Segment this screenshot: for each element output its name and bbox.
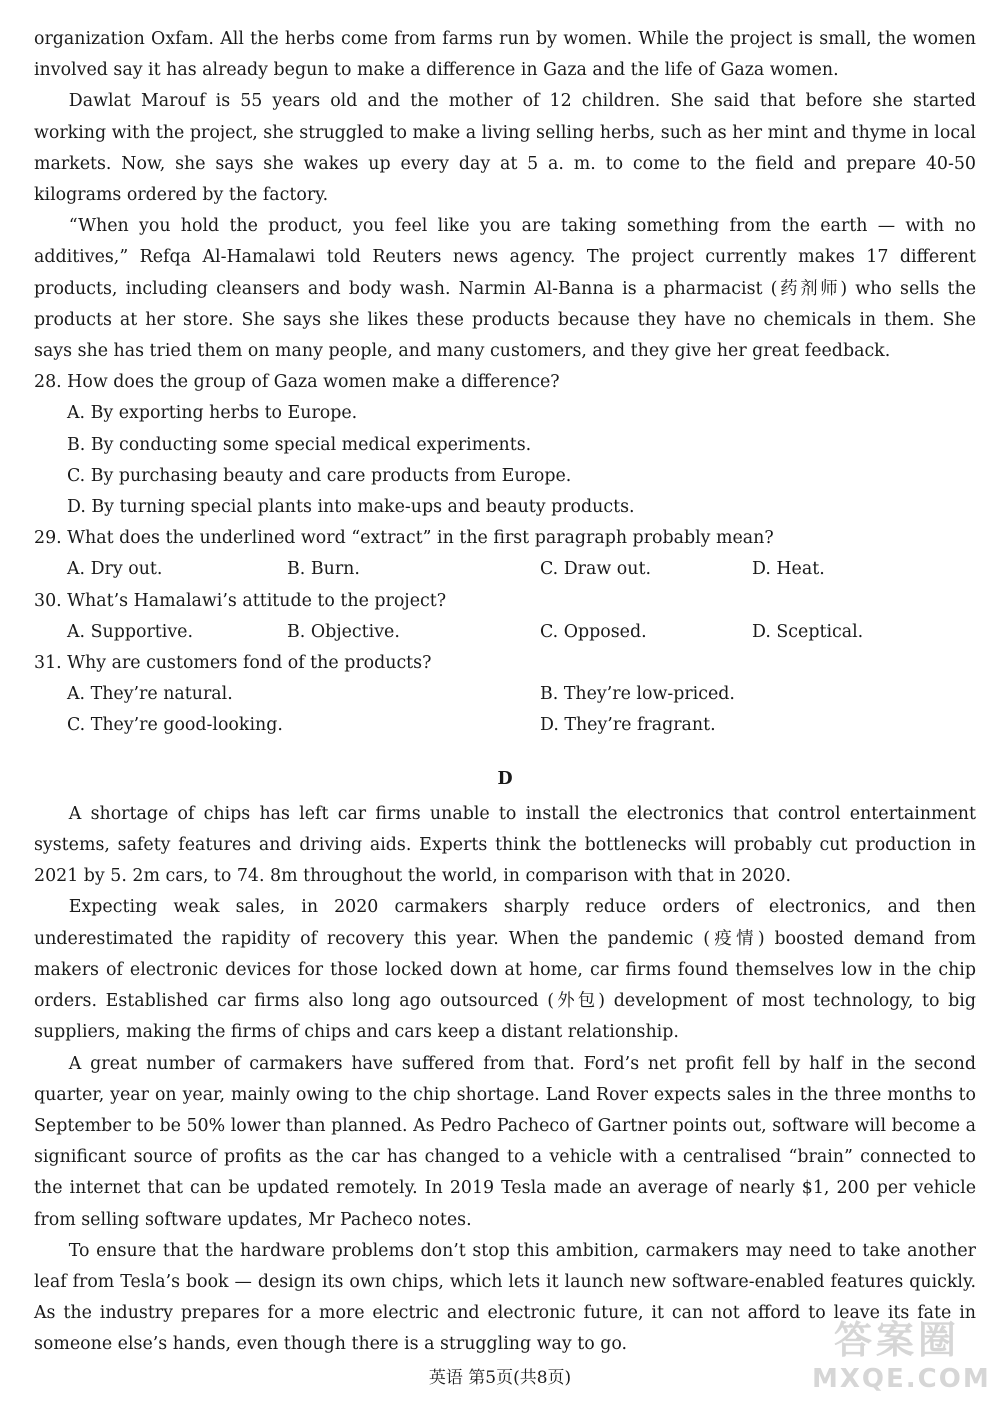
option-c: C. Draw out.: [540, 559, 651, 580]
option-c: C. By purchasing beauty and care products from Europe.: [67, 465, 572, 486]
option-b: B. They’re low-priced.: [540, 684, 735, 705]
option-d: D. Sceptical.: [752, 621, 864, 642]
option-d: D. They’re fragrant.: [540, 715, 716, 736]
option-a: A. They’re natural.: [67, 684, 233, 705]
passage-d-paragraph-2: Expecting weak sales, in 2020 carmakers sharply reduce orders of electronics, and then underestimated the rapidity of recovery this year. When the pandemic (疫情) boosted demand from makers of electronic devices for those locked down at home, car firms found themselves low in the chip orders. Established car firms also long ago outsourced (外包) development of most technology, to big suppliers, making the firms of chips and cars keep a distant relationship.: [34, 897, 976, 1043]
passage-c-paragraph-3: “When you hold the product, you feel like you are taking something from the earth — with no additives,” Refqa Al-Hamalawi told Reuters news agency. The project currently makes 17 different products, including cleansers and body wash. Narmin Al-Banna is a pharmacist (药剂师) who sells the products at her store. She says she likes these products because they have no chemicals in them. She says she has tried them on many people, and many customers, and they give her great feedback.: [34, 216, 976, 362]
option-c: C. They’re good-looking.: [67, 715, 283, 736]
question-stem: 30. What’s Hamalawi’s attitude to the project?: [34, 590, 447, 611]
passage-d-paragraph-4: To ensure that the hardware problems don’t stop this ambition, carmakers may need to take another leaf from Tesla’s book — design its own chips, which lets it launch new software-enabled features quickly. As the industry prepares for a more electric and electronic future, it can not afford to leave its fate in someone else’s hands, even though there is a struggling way to go.: [34, 1240, 976, 1355]
option-list: [34, 617, 976, 648]
question-28: [34, 367, 976, 523]
question-stem: 28. How does the group of Gaza women make a difference?: [34, 372, 560, 393]
option-list: [34, 554, 976, 585]
passage-d: [34, 799, 976, 1361]
watermark-domain: MXQE.COM: [812, 1364, 991, 1394]
page-footer: 英语 第5页(共8页): [428, 1368, 572, 1388]
option-c: C. Opposed.: [540, 621, 647, 642]
option-b: B. Objective.: [287, 621, 400, 642]
passage-d-paragraph-3: A great number of carmakers have suffered from that. Ford’s net profit fell by half in the second quarter, year on year, mainly owing to the chip shortage. Land Rover expects sales in the three months to September to be 50% lower than planned. As Pedro Pacheco of Gartner points out, software will become a significant source of profits as the car has changed to a vehicle with a centralised “brain” connected to the internet that can be updated remotely. In 2019 Tesla made an average of nearly $1, 200 per vehicle from selling software updates, Mr Pacheco notes.: [34, 1053, 976, 1230]
option-a: A. Supportive.: [67, 621, 193, 642]
option-d: D. By turning special plants into make-ups and beauty products.: [67, 497, 635, 518]
exam-page: [34, 24, 976, 1361]
option-list: [34, 398, 976, 523]
option-a: A. By exporting herbs to Europe.: [67, 403, 358, 424]
option-d: D. Heat.: [752, 559, 825, 580]
question-30: [34, 586, 976, 648]
question-stem: 29. What does the underlined word “extract” in the first paragraph probably mean?: [34, 528, 774, 549]
question-stem: 31. Why are customers fond of the products?: [34, 653, 432, 674]
option-b: B. Burn.: [287, 559, 360, 580]
question-31: [34, 648, 976, 742]
section-d-heading: D: [497, 768, 513, 789]
watermark-logo-text: 答案圈: [833, 1318, 960, 1362]
passage-c-paragraph-2: Dawlat Marouf is 55 years old and the mother of 12 children. She said that before she started working with the project, she struggled to make a living selling herbs, such as her mint and thyme in local markets. Now, she says she wakes up every day at 5 a. m. to come to the field and prepare 40-50 kilograms ordered by the factory.: [34, 91, 976, 206]
option-a: A. Dry out.: [67, 559, 163, 580]
question-29: [34, 523, 976, 585]
passage-d-paragraph-1: A shortage of chips has left car firms unable to install the electronics that control entertainment systems, safety features and driving aids. Experts think the bottlenecks will probably cut production in 2021 by 5. 2m cars, to 74. 8m throughout the world, in comparison with that in 2020.: [34, 803, 976, 887]
passage-c-paragraph-1: organization Oxfam. All the herbs come from farms run by women. While the project is small, the women involved say it has already begun to make a difference in Gaza and the life of Gaza women.: [34, 29, 976, 81]
option-b: B. By conducting some special medical experiments.: [67, 434, 532, 455]
passage-c-continued: [34, 24, 976, 367]
option-list: [34, 679, 976, 741]
